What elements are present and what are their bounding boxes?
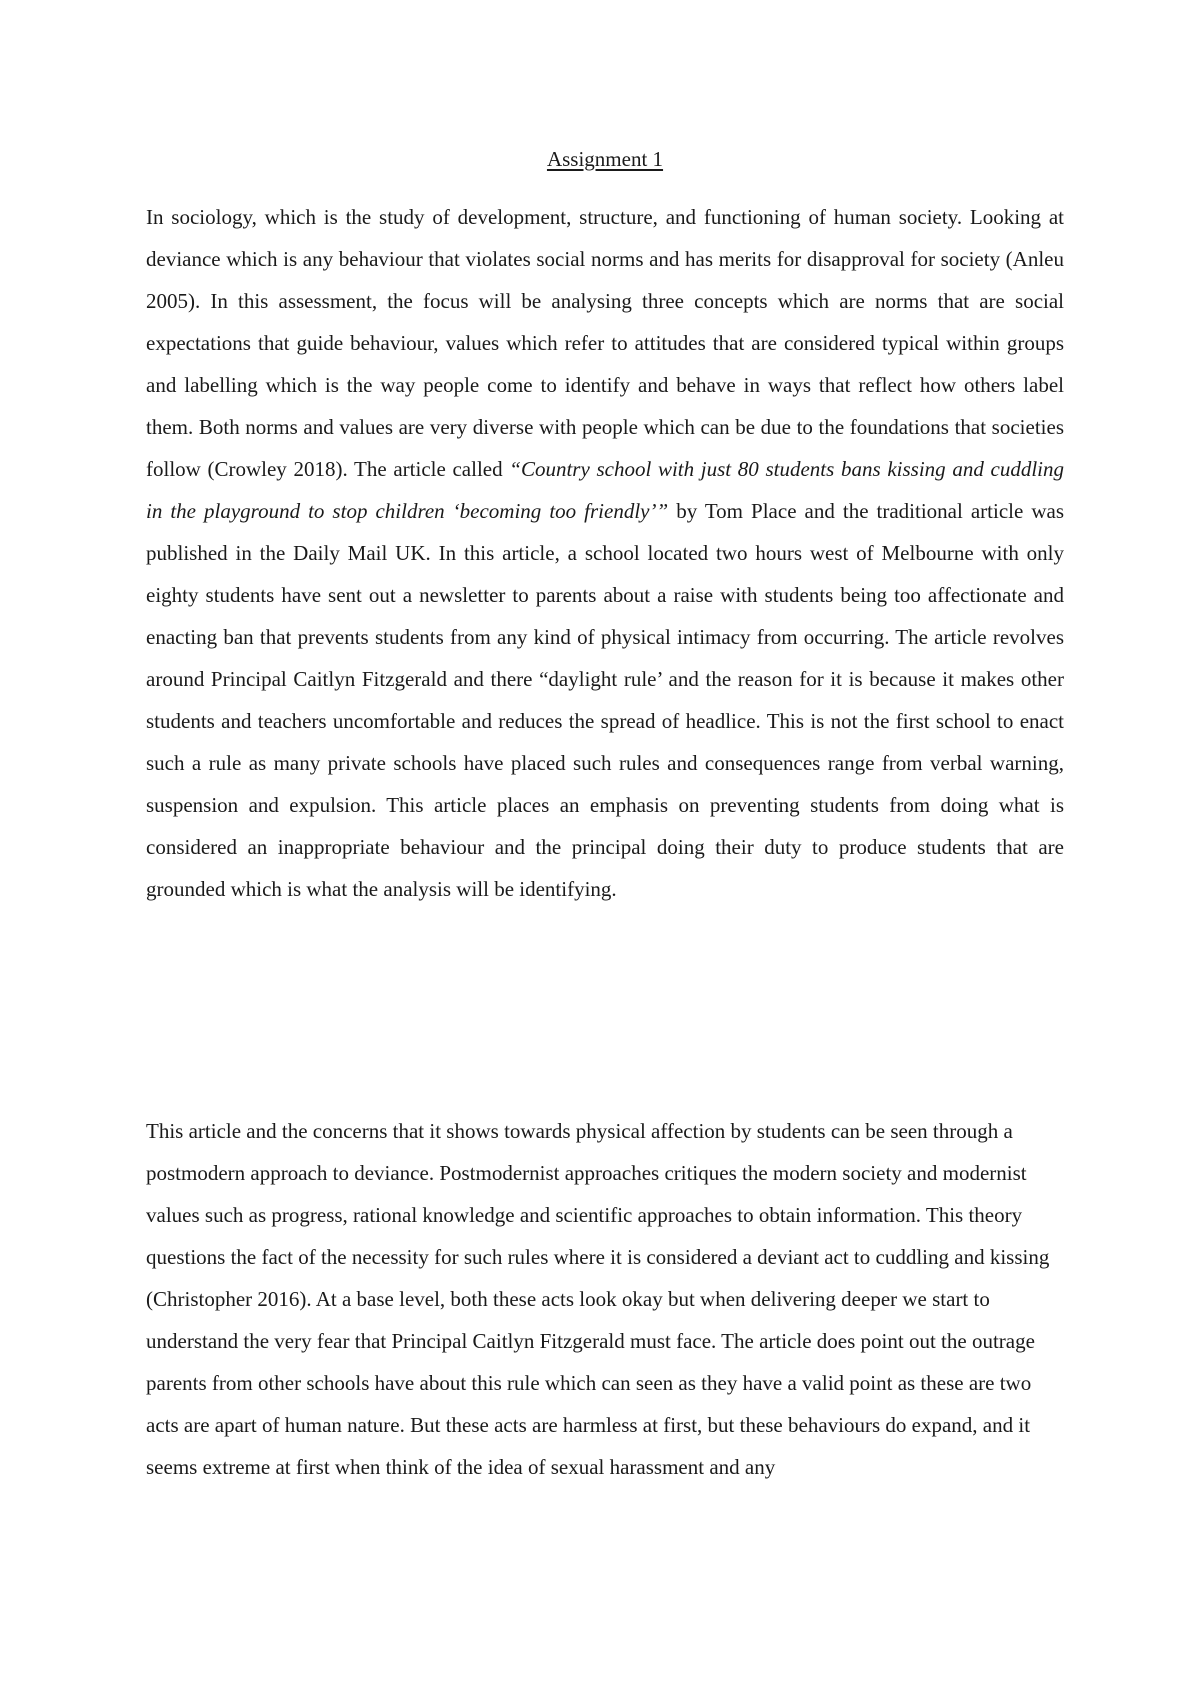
document-title: Assignment 1 <box>546 147 664 171</box>
article-title: “Country school with just 80 students bans kissing and cuddling in the playground to stop children ‘becoming too friendly’” <box>146 457 1064 523</box>
paragraph-intro-text-end: by Tom Place and the traditional article was published in the Daily Mail UK. In this article, a school located two hours west of Melbourne with only eighty students have sent out a newsletter to parents about a raise with students being too affectionate and enacting ban that prevents students from any kind of physical intimacy from occurring. The article revolves around Principal Caitlyn Fitzgerald and there “daylight rule’ and the reason for it is because it makes other students and teachers uncomfortable and reduces the spread of headlice. This is not the first school to enact such a rule as many private schools have placed such rules and consequences range from verbal warning, suspension and expulsion. This article places an emphasis on preventing students from doing what is considered an inappropriate behaviour and the principal doing their duty to produce students that are grounded which is what the analysis will be identifying. <box>146 499 1064 901</box>
paragraph-intro-text-start: In sociology, which is the study of development, structure, and functioning of human society. Looking at deviance which is any behaviour that violates social norms and has merits for disapproval for society (Anleu 2005). In this assessment, the focus will be analysing three concepts which are norms that are social expectations that guide behaviour, values which refer to attitudes that are considered typical within groups and labelling which is the way people come to identify and behave in ways that reflect how others label them. Both norms and values are very diverse with people which can be due to the foundations that societies follow (Crowley 2018). The article called <box>146 205 1064 481</box>
paragraph-postmodern: This article and the concerns that it shows towards physical affection by students can be seen through a postmodern approach to deviance. Postmodernist approaches critiques the modern society and modernist values such as progress, rational knowledge and scientific approaches to obtain information. This theory questions the fact of the necessity for such rules where it is considered a deviant act to cuddling and kissing (Christopher 2016). At a base level, both these acts look okay but when delivering deeper we start to understand the very fear that Principal Caitlyn Fitzgerald must face. The article does point out the outrage parents from other schools have about this rule which can seen as they have a valid point as these are two acts are apart of human nature. But these acts are harmless at first, but these behaviours do expand, and it seems extreme at first when think of the idea of sexual harassment and any <box>146 1119 1050 1479</box>
paragraph-intro <box>146 196 1064 910</box>
